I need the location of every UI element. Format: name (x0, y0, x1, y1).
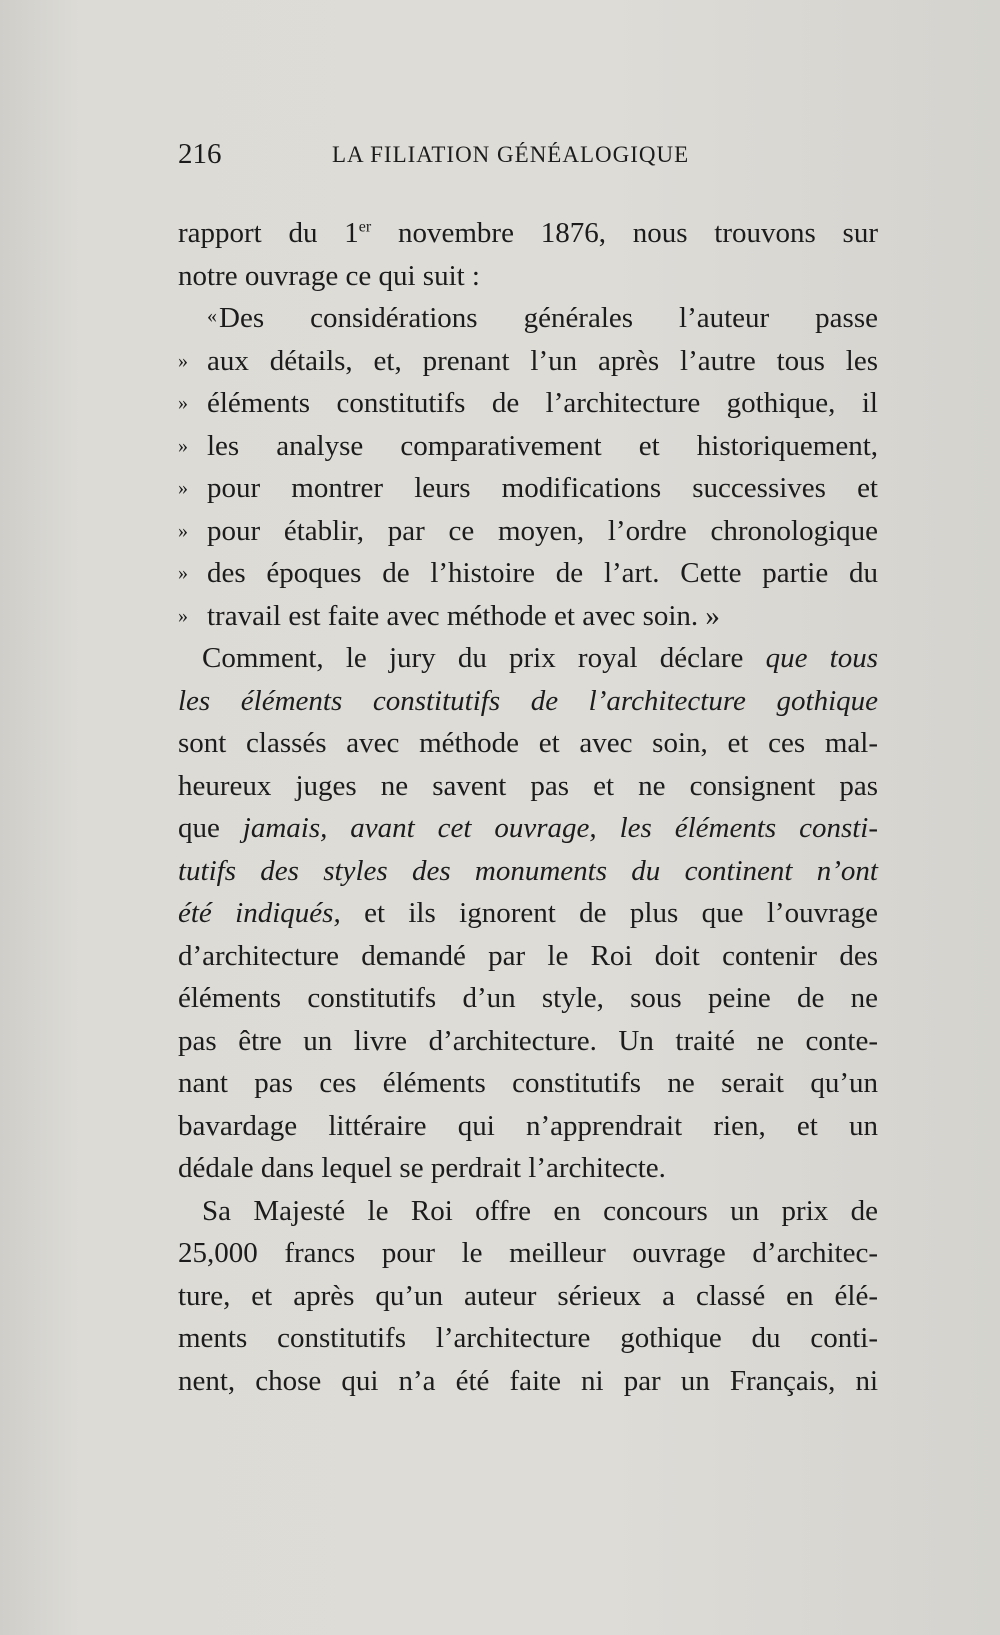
quote-line: » éléments constitutifs de l’architecture gothique, il (178, 382, 878, 425)
text-line: dédale dans lequel se perdrait l’architecte. (178, 1152, 666, 1184)
text-line: été indiqués, et ils ignorent de plus que l’ouvrage (178, 897, 878, 929)
quote-line: » pour montrer leurs modifications successives et (178, 467, 878, 510)
text-line: notre ouvrage ce qui suit : (178, 259, 480, 292)
quote-line: » les analyse comparativement et historiquement, (178, 425, 878, 468)
page-header (178, 138, 738, 178)
text-line: ture, et après qu’un auteur sérieux a classé en élé- (178, 1279, 878, 1312)
text-line: nant pas ces éléments constitutifs ne serait qu’un (178, 1067, 878, 1099)
quote-continuation-mark: » (178, 562, 188, 584)
running-title: LA FILIATION GÉNÉALOGIQUE (332, 142, 690, 167)
text-line: rapport du 1er novembre 1876, nous trouvons sur (178, 217, 878, 249)
text-line: sont classés avec méthode et avec soin, et ces mal- (178, 727, 878, 759)
text-line: pas être un livre d’architecture. Un traité ne conte- (178, 1024, 878, 1057)
page-number: 216 (178, 138, 222, 170)
body-text (178, 212, 878, 1402)
text-line: heureux juges ne savent pas et ne consignent pas (178, 769, 878, 802)
quote-line: » aux détails, et, prenant l’un après l’autre tous les (178, 340, 878, 383)
text-line: ments constitutifs l’architecture gothique du conti- (178, 1322, 878, 1354)
text-line: que jamais, avant cet ouvrage, les éléments consti- (178, 812, 879, 844)
quote-continuation-mark: » (178, 349, 188, 372)
quote-continuation-mark: » (178, 434, 188, 457)
quote-line: » travail est faite avec méthode et avec soin. » (178, 595, 878, 638)
quote-line: » des époques de l’histoire de l’art. Cette partie du (178, 552, 878, 595)
text-line: les éléments constitutifs de l’architecture gothique (178, 684, 878, 717)
quote-continuation-mark: » (178, 392, 188, 414)
text-line: Sa Majesté le Roi offre en concours un prix de (202, 1194, 878, 1227)
quote-continuation-mark: » (178, 477, 188, 499)
quote-continuation-mark: » (178, 604, 188, 627)
text-line: bavardage littéraire qui n’apprendrait rien, et un (178, 1109, 878, 1142)
text-line: 25,000 francs pour le meilleur ouvrage d’architec- (178, 1237, 878, 1269)
text-line: éléments constitutifs d’un style, sous peine de ne (178, 982, 878, 1014)
quote-line: « Des considérations générales l’auteur passe (178, 297, 878, 340)
text-line: d’architecture demandé par le Roi doit contenir des (178, 939, 878, 972)
text-line: nent, chose qui n’a été faite ni par un Français, ni (178, 1364, 878, 1397)
text-line: tutifs des styles des monuments du continent n’ont (178, 854, 878, 887)
opening-quote-mark: « (207, 305, 217, 327)
quote-line: » pour établir, par ce moyen, l’ordre chronologique (178, 510, 878, 553)
quote-continuation-mark: » (178, 519, 188, 542)
text-line: Comment, le jury du prix royal déclare que tous (202, 642, 878, 674)
